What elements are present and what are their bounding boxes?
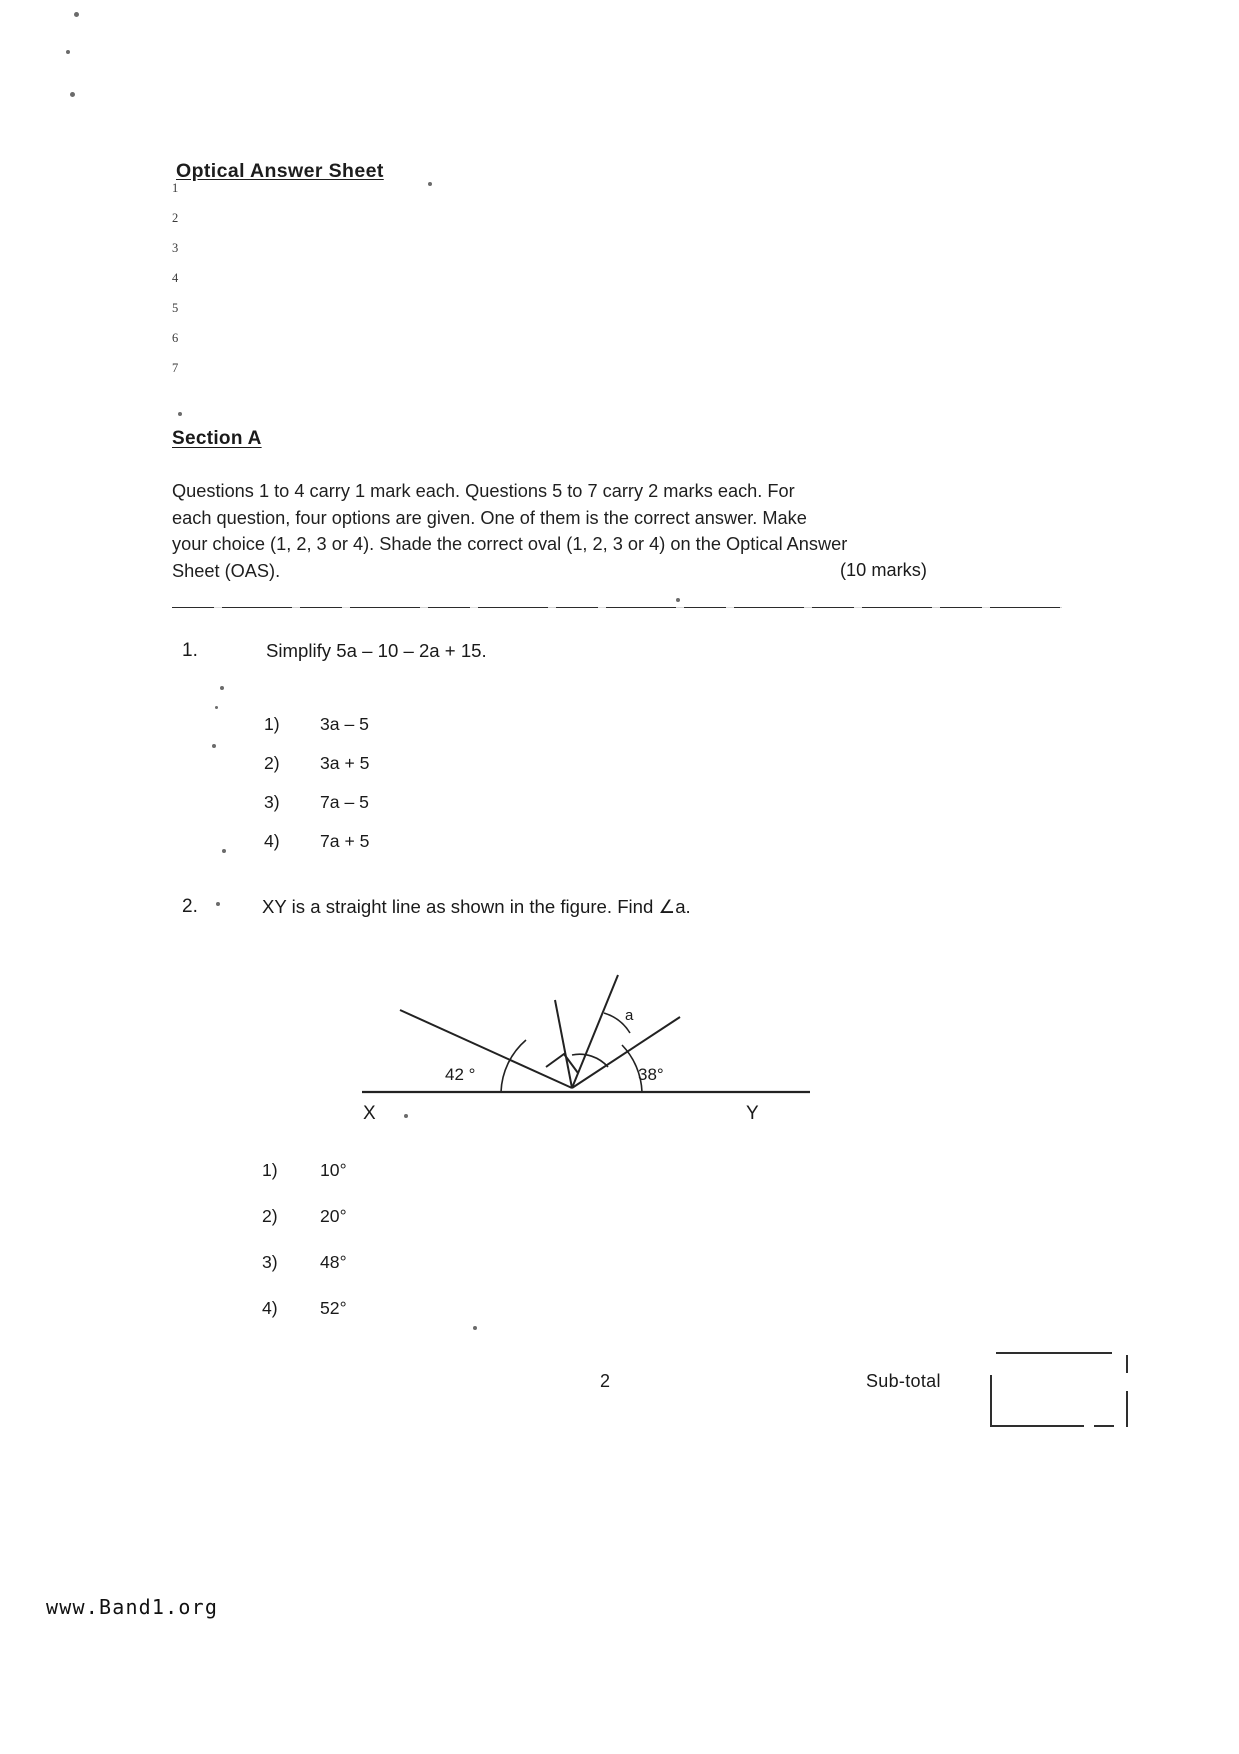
q1-option-label[interactable]: 2) xyxy=(264,753,280,773)
scan-speck xyxy=(215,706,218,709)
angle-left-label: 42 ° xyxy=(445,1065,476,1084)
oas-number: 2 xyxy=(172,211,179,225)
question-2-text: XY is a straight line as shown in the figure. Find ∠a. xyxy=(262,896,691,917)
q2-option-label[interactable]: 1) xyxy=(262,1160,278,1180)
q1-option-text[interactable]: 3a – 5 xyxy=(320,714,369,734)
point-x-label: X xyxy=(363,1103,376,1124)
q1-option-text[interactable]: 3a + 5 xyxy=(320,753,370,773)
horizontal-divider xyxy=(172,607,1062,608)
q1-option-label[interactable]: 4) xyxy=(264,831,280,851)
instructions-block xyxy=(172,478,1062,584)
question-1-text: Simplify 5a – 10 – 2a + 15. xyxy=(266,640,487,661)
question-2-figure xyxy=(350,955,850,1145)
q2-option-text[interactable]: 48° xyxy=(320,1252,347,1272)
instructions-line: your choice (1, 2, 3 or 4). Shade the correct oval (1, 2, 3 or 4) on the Optical Answer xyxy=(172,534,848,554)
oas-number: 6 xyxy=(172,331,179,345)
scan-speck xyxy=(74,12,79,17)
q2-option-text[interactable]: 52° xyxy=(320,1298,347,1318)
subtotal-box-top xyxy=(996,1352,1112,1354)
oas-number: 5 xyxy=(172,301,179,315)
scan-speck xyxy=(473,1326,477,1330)
subtotal-box-bottom xyxy=(990,1425,1084,1427)
subtotal-box-left xyxy=(990,1375,992,1427)
q1-option-label[interactable]: 3) xyxy=(264,792,280,812)
marks-label: (10 marks) xyxy=(840,560,927,580)
scan-speck xyxy=(212,744,216,748)
question-1-number: 1. xyxy=(182,640,198,661)
scan-speck xyxy=(66,50,70,54)
scan-speck xyxy=(220,686,224,690)
q2-option-text[interactable]: 10° xyxy=(320,1160,347,1180)
q1-option-text[interactable]: 7a + 5 xyxy=(320,831,370,851)
angle-diagram-svg xyxy=(350,955,850,1145)
q1-option-text[interactable]: 7a – 5 xyxy=(320,792,369,812)
scan-speck xyxy=(178,412,182,416)
subtotal-label: Sub-total xyxy=(866,1371,941,1391)
scan-speck xyxy=(428,182,432,186)
section-heading: Section A xyxy=(172,428,262,449)
oas-number: 4 xyxy=(172,271,179,285)
page-number: 2 xyxy=(600,1371,611,1391)
site-watermark: www.Band1.org xyxy=(46,1595,219,1619)
point-y-label: Y xyxy=(746,1103,759,1124)
oas-number-list xyxy=(172,182,212,392)
subtotal-box xyxy=(990,1347,1130,1427)
instructions-line: Questions 1 to 4 carry 1 mark each. Questions 5 to 7 carry 2 marks each. For xyxy=(172,481,795,501)
oas-number: 7 xyxy=(172,361,179,375)
angle-right-label: 38° xyxy=(638,1065,664,1084)
optical-answer-sheet-heading xyxy=(176,160,384,183)
q2-option-label[interactable]: 3) xyxy=(262,1252,278,1272)
question-2-number: 2. xyxy=(182,896,198,917)
angle-unknown-label: a xyxy=(625,1007,634,1024)
scan-speck xyxy=(676,598,680,602)
subtotal-box-bottom-dash xyxy=(1094,1425,1114,1427)
instructions-line: Sheet (OAS). xyxy=(172,560,281,581)
oas-number: 1 xyxy=(172,181,179,195)
q2-option-label[interactable]: 2) xyxy=(262,1206,278,1226)
scan-speck xyxy=(70,92,75,97)
q2-option-label[interactable]: 4) xyxy=(262,1298,278,1318)
q2-option-text[interactable]: 20° xyxy=(320,1206,347,1226)
oas-heading-text: Optical Answer Sheet xyxy=(176,160,384,182)
oas-number: 3 xyxy=(172,241,179,255)
scan-speck xyxy=(222,849,226,853)
subtotal-box-right-lower xyxy=(1126,1391,1128,1427)
subtotal-box-right-upper xyxy=(1126,1355,1128,1373)
instructions-line: each question, four options are given. One of them is the correct answer. Make xyxy=(172,507,807,528)
scan-speck xyxy=(216,902,220,906)
q1-option-label[interactable]: 1) xyxy=(264,714,280,734)
